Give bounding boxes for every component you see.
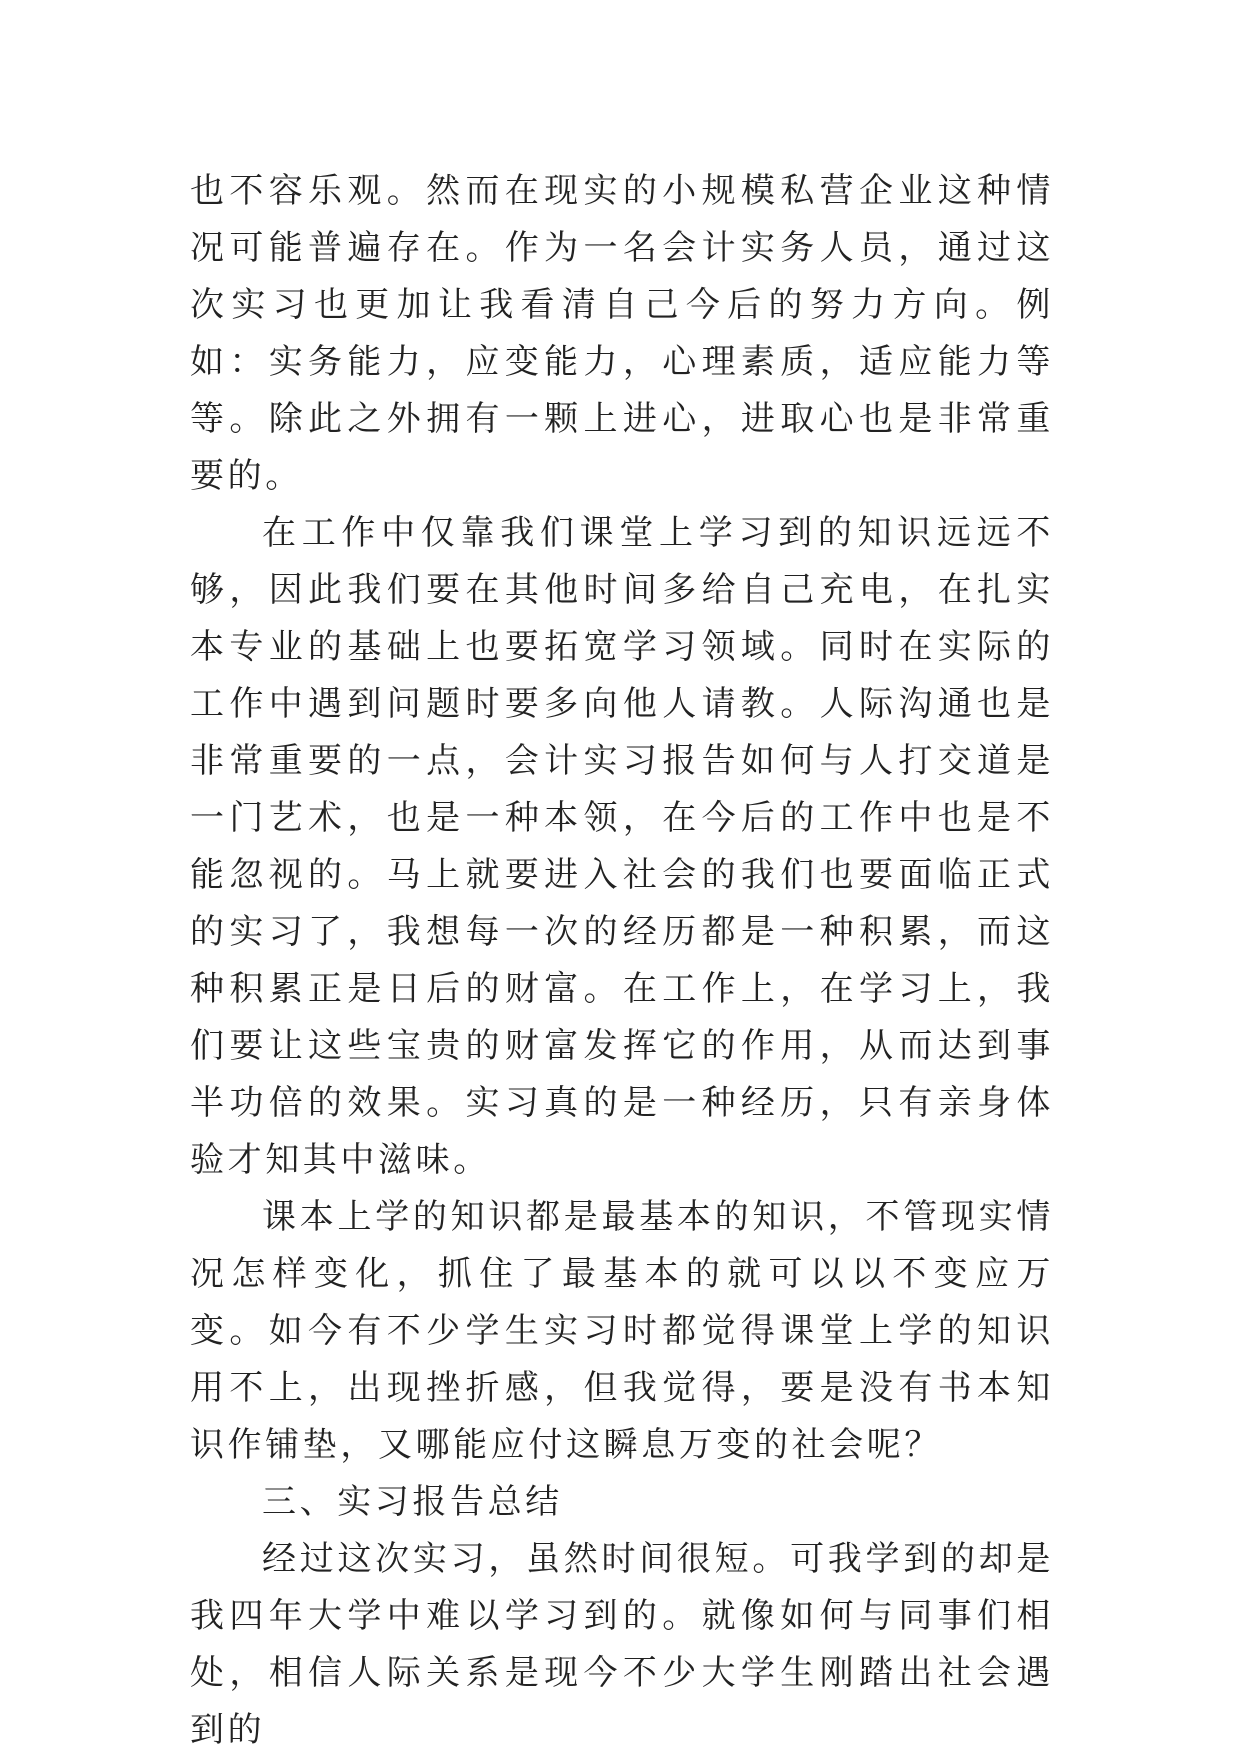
paragraph: 经过这次实习，虽然时间很短。可我学到的却是我四年大学中难以学习到的。就像如何与同事们相处，相信人际关系是现今不少大学生刚踏出社会遇到的 bbox=[190, 1539, 1054, 1750]
paragraph: 在工作中仅靠我们课堂上学习到的知识远远不够，因此我们要在其他时间多给自己充电，在扎实本专业的基础上也要拓宽学习领域。同时在实际的工作中遇到问题时要多向他人请教。人际沟通也是非常重要的一点，会计实习报告如何与人打交道是一门艺术，也是一种本领，在今后的工作中也是不能忽视的。马上就要进入社会的我们也要面临正式的实习了，我想每一次的经历都是一种积累，而这种积累正是日后的财富。在工作上，在学习上，我们要让这些宝贵的财富发挥它的作用，从而达到事半功倍的效果。实习真的是一种经历，只有亲身体验才知其中滋味。 bbox=[190, 513, 1054, 1180]
section-heading: 三、实习报告总结 bbox=[262, 1482, 563, 1522]
paragraph: 课本上学的知识都是最基本的知识，不管现实情况怎样变化，抓住了最基本的就可以以不变应万变。如今有不少学生实习时都觉得课堂上学的知识用不上，出现挫折感，但我觉得，要是没有书本知识作铺垫，又哪能应付这瞬息万变的社会呢？ bbox=[190, 1197, 1054, 1465]
document-body bbox=[190, 163, 1054, 1759]
paragraph: 也不容乐观。然而在现实的小规模私营企业这种情况可能普遍存在。作为一名会计实务人员，通过这次实习也更加让我看清自己今后的努力方向。例如：实务能力，应变能力，心理素质，适应能力等等。除此之外拥有一颗上进心，进取心也是非常重要的。 bbox=[190, 171, 1054, 496]
